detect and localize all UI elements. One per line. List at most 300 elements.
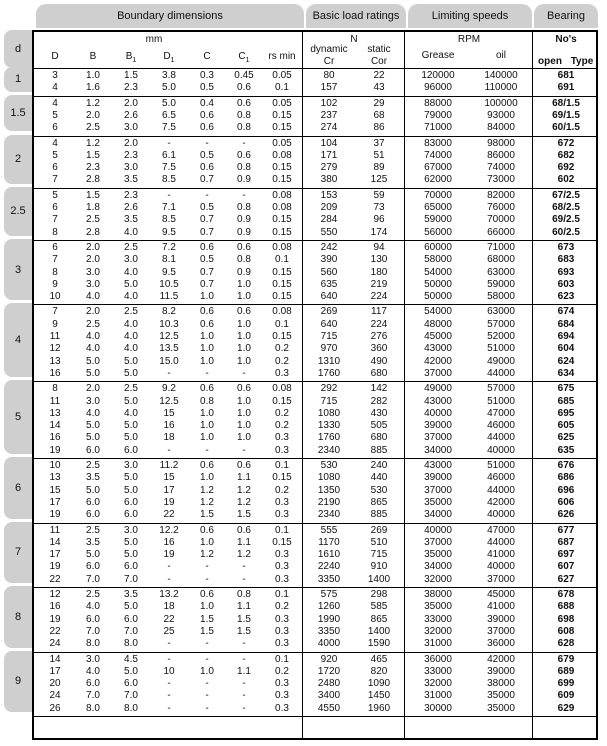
grease-rpm-cell: 71000 xyxy=(424,122,452,134)
grease-rpm-cell: 33000 xyxy=(424,665,452,677)
rs-min-cell: 0.15 xyxy=(272,331,292,342)
static-cor-cell: 1450 xyxy=(367,690,391,702)
bearing-no-cell: 624 xyxy=(557,355,575,367)
chamfer-c-cell: 0.5 xyxy=(200,202,214,213)
col-oil: oil xyxy=(495,50,506,61)
width-b-cell: 6.0 xyxy=(86,678,100,690)
width-b1-cell: 4.0 xyxy=(124,407,138,419)
static-cor-cell: 680 xyxy=(370,432,388,444)
d1-cell: 7.5 xyxy=(162,162,176,174)
d1-cell: - xyxy=(167,702,171,714)
grease-rpm-cell: 35000 xyxy=(424,549,452,561)
bearing-no-cell: 623 xyxy=(557,291,575,303)
static-cor-cell: 125 xyxy=(370,174,388,186)
bearing-no-cell: 695 xyxy=(557,407,575,419)
static-cor-cell: 1960 xyxy=(367,702,391,714)
dynamic-cr-cell: 555 xyxy=(320,524,338,536)
oil-rpm-cell: 41000 xyxy=(487,601,515,613)
group-divider xyxy=(34,523,596,524)
oil-rpm-cell: 57000 xyxy=(487,383,515,395)
grease-rpm-cell: 67000 xyxy=(424,162,452,174)
chamfer-c-cell: - xyxy=(205,367,209,379)
outer-d-cell: 7 xyxy=(52,254,58,266)
rs-min-cell: 0.3 xyxy=(275,432,289,444)
chamfer-c1-cell: - xyxy=(242,444,246,456)
width-b-cell: 5.0 xyxy=(86,355,100,367)
chamfer-c-cell: - xyxy=(205,137,209,149)
dynamic-cr-cell: 1330 xyxy=(317,420,341,432)
rs-min-cell: 0.08 xyxy=(272,202,292,213)
width-b1-cell: 6.0 xyxy=(124,678,138,690)
d1-cell: 11.2 xyxy=(159,460,179,471)
chamfer-c-cell: 0.6 xyxy=(200,109,214,121)
rs-min-cell: 0.15 xyxy=(272,174,292,186)
rs-min-cell: 0.08 xyxy=(272,189,292,201)
d1-cell: 15 xyxy=(163,407,175,419)
d1-cell: 9.5 xyxy=(162,226,176,238)
oil-rpm-cell: 110000 xyxy=(484,82,518,94)
d1-cell: 19 xyxy=(163,549,175,561)
d1-cell: - xyxy=(167,367,171,379)
static-cor-cell: 505 xyxy=(370,420,388,432)
width-b-cell: 3.0 xyxy=(86,266,100,278)
d1-cell: 8.2 xyxy=(162,306,176,318)
outer-d-cell: 9 xyxy=(52,318,58,330)
bearing-no-cell: 609 xyxy=(557,690,575,702)
oil-rpm-cell: 41000 xyxy=(487,549,515,561)
d-group-label: 8 xyxy=(4,586,32,648)
oil-rpm-cell: 42000 xyxy=(487,496,515,508)
rs-min-cell: 0.15 xyxy=(272,122,292,134)
d1-cell: 19 xyxy=(163,496,175,508)
chamfer-c-cell: 1.0 xyxy=(200,601,214,613)
dynamic-cr-cell: 380 xyxy=(320,174,338,186)
rs-min-cell: 0.3 xyxy=(275,625,289,637)
d1-cell: 18 xyxy=(163,432,175,444)
outer-d-cell: 15 xyxy=(49,484,61,496)
rs-min-cell: 0.08 xyxy=(272,383,292,395)
rs-min-cell: 0.08 xyxy=(272,149,292,161)
chamfer-c1-cell: 1.2 xyxy=(237,549,251,561)
chamfer-c-cell: 1.5 xyxy=(200,509,214,521)
width-b1-cell: 7.0 xyxy=(124,690,138,702)
d1-cell: 8.1 xyxy=(162,254,176,266)
width-b1-cell: 7.0 xyxy=(124,625,138,637)
static-cor-cell: 276 xyxy=(370,331,388,342)
width-b1-cell: 8.0 xyxy=(124,638,138,650)
bearing-no-cell: 634 xyxy=(557,367,575,379)
bearing-no-cell: 684 xyxy=(557,318,575,330)
outer-d-cell: 8 xyxy=(52,383,58,395)
header-bearing: Bearing xyxy=(534,4,598,28)
grease-rpm-cell: 54000 xyxy=(424,266,452,278)
static-cor-cell: 269 xyxy=(370,524,388,536)
oil-rpm-cell: 98000 xyxy=(487,137,515,149)
d-column-header: d xyxy=(4,30,32,68)
chamfer-c1-cell: 0.6 xyxy=(237,524,251,536)
width-b-cell: 2.8 xyxy=(86,226,100,238)
chamfer-c1-cell: 0.6 xyxy=(237,82,251,94)
bearing-no-cell: 60/1.5 xyxy=(552,122,580,134)
chamfer-c-cell: 0.4 xyxy=(200,97,214,109)
outer-d-cell: 12 xyxy=(49,589,61,600)
oil-rpm-cell: 68000 xyxy=(487,254,515,266)
chamfer-c-cell: - xyxy=(205,444,209,456)
static-cor-cell: 585 xyxy=(370,601,388,613)
grease-rpm-cell: 40000 xyxy=(424,407,452,419)
outer-d-cell: 19 xyxy=(49,561,61,573)
chamfer-c-cell: 0.6 xyxy=(200,524,214,536)
grease-rpm-cell: 31000 xyxy=(424,638,452,650)
static-cor-cell: 86 xyxy=(373,122,385,134)
bearing-no-cell: 697 xyxy=(557,549,575,561)
bearing-no-cell: 606 xyxy=(557,496,575,508)
bearing-no-cell: 698 xyxy=(557,613,575,625)
grease-rpm-cell: 120000 xyxy=(421,70,455,81)
d-group-label: 4 xyxy=(4,303,32,377)
chamfer-c1-cell: 0.8 xyxy=(237,589,251,600)
outer-d-cell: 14 xyxy=(49,653,61,665)
static-cor-cell: 1590 xyxy=(367,638,391,650)
width-b-cell: 1.8 xyxy=(86,202,100,213)
static-cor-cell: 89 xyxy=(373,162,385,174)
d1-cell: 13.2 xyxy=(159,589,179,600)
d1-cell: 9.2 xyxy=(162,383,176,395)
bearing-no-cell: 679 xyxy=(557,653,575,665)
outer-d-cell: 6 xyxy=(52,202,58,213)
chamfer-c-cell: 0.6 xyxy=(200,241,214,253)
dynamic-cr-cell: 1350 xyxy=(317,484,341,496)
outer-d-cell: 24 xyxy=(49,690,61,702)
dynamic-cr-cell: 2190 xyxy=(317,496,341,508)
width-b-cell: 4.0 xyxy=(86,291,100,303)
oil-rpm-cell: 70000 xyxy=(487,214,515,226)
bearing-no-cell: 69/2.5 xyxy=(552,214,580,226)
chamfer-c-cell: 0.7 xyxy=(200,278,214,290)
width-b-cell: 2.0 xyxy=(86,254,100,266)
rs-min-cell: 0.2 xyxy=(275,601,289,613)
dynamic-cr-cell: 237 xyxy=(320,109,338,121)
static-cor-cell: 68 xyxy=(373,109,385,121)
rs-min-cell: 0.15 xyxy=(272,278,292,290)
static-cor-cell: 130 xyxy=(370,254,388,266)
chamfer-c-cell: 0.6 xyxy=(200,306,214,318)
bearing-no-cell: 677 xyxy=(557,524,575,536)
col-rs-min: rs min xyxy=(268,51,296,62)
chamfer-c1-cell: - xyxy=(242,653,246,665)
chamfer-c1-cell: 1.0 xyxy=(237,407,251,419)
col-d-outer: D xyxy=(51,51,59,62)
dynamic-cr-cell: 269 xyxy=(320,306,338,318)
outer-d-cell: 16 xyxy=(49,432,61,444)
chamfer-c1-cell: 1.0 xyxy=(237,432,251,444)
chamfer-c1-cell: 0.9 xyxy=(237,266,251,278)
grease-rpm-cell: 32000 xyxy=(424,625,452,637)
outer-d-cell: 4 xyxy=(52,97,58,109)
outer-d-cell: 11 xyxy=(49,524,61,536)
rs-min-cell: 0.3 xyxy=(275,702,289,714)
outer-d-cell: 7 xyxy=(52,174,58,186)
d-group-label: 1 xyxy=(4,67,32,92)
static-cor-cell: 174 xyxy=(370,226,388,238)
width-b-cell: 1.0 xyxy=(86,70,100,81)
grease-rpm-cell: 34000 xyxy=(424,561,452,573)
oil-rpm-cell: 84000 xyxy=(487,122,515,134)
outer-d-cell: 8 xyxy=(52,226,58,238)
chamfer-c1-cell: - xyxy=(242,702,246,714)
static-cor-cell: 865 xyxy=(370,613,388,625)
rs-min-cell: 0.3 xyxy=(275,678,289,690)
chamfer-c-cell: 1.0 xyxy=(200,343,214,355)
outer-d-cell: 8 xyxy=(52,266,58,278)
d1-cell: 25 xyxy=(163,625,175,637)
d1-cell: - xyxy=(167,638,171,650)
rs-min-cell: 0.2 xyxy=(275,484,289,496)
dynamic-cr-cell: 2340 xyxy=(317,444,341,456)
rs-min-cell: 0.1 xyxy=(275,82,289,94)
grease-rpm-cell: 74000 xyxy=(424,149,452,161)
chamfer-c-cell: - xyxy=(205,678,209,690)
dynamic-cr-cell: 635 xyxy=(320,278,338,290)
static-cor-cell: 1090 xyxy=(367,678,391,690)
static-cor-cell: 117 xyxy=(371,306,387,318)
oil-rpm-cell: 40000 xyxy=(487,561,515,573)
grease-rpm-cell: 62000 xyxy=(424,174,452,186)
bearing-no-cell: 628 xyxy=(557,638,575,650)
dynamic-cr-cell: 3350 xyxy=(317,625,341,637)
dynamic-cr-cell: 274 xyxy=(320,122,338,134)
width-b-cell: 2.0 xyxy=(86,109,100,121)
width-b1-cell: 6.0 xyxy=(124,496,138,508)
outer-d-cell: 12 xyxy=(49,343,61,355)
outer-d-cell: 9 xyxy=(52,278,58,290)
rs-min-cell: 0.15 xyxy=(272,266,292,278)
width-b-cell: 7.0 xyxy=(86,690,100,702)
outer-d-cell: 11 xyxy=(49,395,61,407)
chamfer-c1-cell: 0.9 xyxy=(237,226,251,238)
oil-rpm-cell: 35000 xyxy=(487,690,515,702)
width-b1-cell: 5.0 xyxy=(124,536,138,548)
outer-d-cell: 7 xyxy=(52,306,58,318)
dynamic-cr-cell: 80 xyxy=(323,70,335,81)
d1-cell: 12.5 xyxy=(159,331,179,342)
oil-rpm-cell: 35000 xyxy=(487,702,515,714)
bearing-no-cell: 603 xyxy=(557,278,575,290)
oil-rpm-cell: 47000 xyxy=(487,524,515,536)
width-b1-cell: 4.5 xyxy=(124,653,138,665)
bearing-no-cell: 673 xyxy=(557,241,575,253)
d1-cell: - xyxy=(167,690,171,702)
width-b-cell: 1.5 xyxy=(86,189,100,201)
rs-min-cell: 0.2 xyxy=(275,665,289,677)
width-b1-cell: 2.3 xyxy=(124,189,138,201)
oil-rpm-cell: 44000 xyxy=(487,367,515,379)
d1-cell: 7.2 xyxy=(162,241,176,253)
bearing-no-cell: 681 xyxy=(557,70,575,81)
chamfer-c-cell: 0.3 xyxy=(200,70,214,81)
oil-rpm-cell: 74000 xyxy=(487,162,515,174)
width-b-cell: 2.5 xyxy=(86,214,100,226)
chamfer-c-cell: 0.7 xyxy=(200,266,214,278)
chamfer-c1-cell: 0.6 xyxy=(237,241,251,253)
outer-d-cell: 22 xyxy=(49,625,61,637)
d1-cell: 5.0 xyxy=(162,82,176,94)
static-cor-cell: 96 xyxy=(373,214,385,226)
chamfer-c1-cell: 1.0 xyxy=(237,278,251,290)
divider-load-speed xyxy=(404,32,405,738)
oil-rpm-cell: 51000 xyxy=(487,343,515,355)
bearing-no-cell: 683 xyxy=(557,254,575,266)
chamfer-c1-cell: - xyxy=(242,678,246,690)
bearing-no-cell: 682 xyxy=(557,149,575,161)
col-dynamic: dynamic xyxy=(310,44,348,55)
chamfer-c-cell: 1.2 xyxy=(200,484,214,496)
header-boundary-dimensions: Boundary dimensions xyxy=(36,4,304,28)
dynamic-cr-cell: 550 xyxy=(320,226,338,238)
bearing-data-table xyxy=(32,30,598,740)
width-b-cell: 3.0 xyxy=(86,278,100,290)
oil-rpm-cell: 36000 xyxy=(487,638,515,650)
width-b1-cell: 3.0 xyxy=(124,254,138,266)
d1-cell: - xyxy=(167,573,171,585)
grease-rpm-cell: 59000 xyxy=(424,214,452,226)
width-b1-cell: 2.5 xyxy=(124,241,138,253)
static-cor-cell: 885 xyxy=(370,509,388,521)
static-cor-cell: 1400 xyxy=(367,625,391,637)
chamfer-c1-cell: 1.0 xyxy=(237,420,251,432)
bearing-no-cell: 608 xyxy=(557,625,575,637)
grease-rpm-cell: 48000 xyxy=(424,318,452,330)
width-b1-cell: 6.0 xyxy=(124,509,138,521)
static-cor-cell: 51 xyxy=(373,149,385,161)
width-b1-cell: 1.5 xyxy=(124,70,138,81)
grease-rpm-cell: 42000 xyxy=(424,355,452,367)
rs-min-cell: 0.1 xyxy=(275,524,289,536)
oil-rpm-cell: 49000 xyxy=(487,355,515,367)
oil-rpm-cell: 44000 xyxy=(487,536,515,548)
dynamic-cr-cell: 1610 xyxy=(317,549,341,561)
dynamic-cr-cell: 1170 xyxy=(318,536,340,548)
rs-min-cell: 0.3 xyxy=(275,444,289,456)
oil-rpm-cell: 82000 xyxy=(487,189,515,201)
group-divider xyxy=(34,381,596,382)
d-group-label: 9 xyxy=(4,651,32,713)
grease-rpm-cell: 43000 xyxy=(424,395,452,407)
oil-rpm-cell: 46000 xyxy=(487,420,515,432)
outer-d-cell: 3 xyxy=(52,70,58,81)
outer-d-cell: 14 xyxy=(49,536,61,548)
dynamic-cr-cell: 715 xyxy=(320,395,338,407)
outer-d-cell: 5 xyxy=(52,149,58,161)
dynamic-cr-cell: 1760 xyxy=(317,432,341,444)
grease-rpm-cell: 32000 xyxy=(424,678,452,690)
outer-d-cell: 19 xyxy=(49,444,61,456)
bearing-no-cell: 696 xyxy=(557,484,575,496)
width-b1-cell: 2.0 xyxy=(124,137,138,149)
chamfer-c1-cell: - xyxy=(242,638,246,650)
rs-min-cell: 0.15 xyxy=(272,395,292,407)
bearing-no-cell: 602 xyxy=(557,174,575,186)
group-divider xyxy=(34,304,596,305)
width-b1-cell: 5.0 xyxy=(124,432,138,444)
bearing-no-cell: 678 xyxy=(557,589,575,600)
d1-cell: 16 xyxy=(163,536,175,548)
width-b1-cell: 4.0 xyxy=(124,291,138,303)
chamfer-c-cell: 0.7 xyxy=(200,226,214,238)
width-b-cell: 3.0 xyxy=(86,653,100,665)
static-cor-cell: 510 xyxy=(370,536,388,548)
d1-cell: - xyxy=(167,137,171,149)
grease-rpm-cell: 35000 xyxy=(424,496,452,508)
chamfer-c1-cell: - xyxy=(242,189,246,201)
width-b-cell: 2.0 xyxy=(86,306,100,318)
grease-rpm-cell: 31000 xyxy=(424,690,452,702)
grease-rpm-cell: 30000 xyxy=(424,702,452,714)
dynamic-cr-cell: 292 xyxy=(320,383,338,395)
width-b-cell: 2.5 xyxy=(86,589,100,600)
rs-min-cell: 0.1 xyxy=(275,460,289,471)
rs-min-cell: 0.2 xyxy=(275,420,289,432)
width-b-cell: 4.0 xyxy=(86,601,100,613)
width-b1-cell: 7.0 xyxy=(124,573,138,585)
rs-min-cell: 0.1 xyxy=(275,254,289,266)
chamfer-c-cell: 1.5 xyxy=(200,613,214,625)
width-b1-cell: 4.0 xyxy=(124,266,138,278)
width-b-cell: 4.0 xyxy=(86,331,100,342)
chamfer-c1-cell: 1.5 xyxy=(237,613,251,625)
grease-rpm-cell: 35000 xyxy=(424,601,452,613)
rs-min-cell: 0.15 xyxy=(272,214,292,226)
group-divider xyxy=(34,96,596,97)
bearing-no-cell: 604 xyxy=(557,343,575,355)
bearing-no-cell: 674 xyxy=(557,306,575,318)
width-b-cell: 7.0 xyxy=(86,573,100,585)
d1-cell: 8.5 xyxy=(162,174,176,186)
static-cor-cell: 465 xyxy=(370,653,388,665)
static-cor-cell: 298 xyxy=(370,589,388,600)
d-group-label: 2 xyxy=(4,135,32,184)
chamfer-c1-cell: 0.6 xyxy=(237,97,251,109)
width-b-cell: 6.0 xyxy=(86,613,100,625)
col-open: open xyxy=(538,56,562,67)
chamfer-c1-cell: 0.8 xyxy=(237,122,251,134)
chamfer-c-cell: 0.5 xyxy=(200,82,214,94)
width-b1-cell: 3.5 xyxy=(124,214,138,226)
bearing-no-cell: 686 xyxy=(557,472,575,484)
chamfer-c-cell: - xyxy=(205,638,209,650)
width-b-cell: 4.0 xyxy=(86,407,100,419)
bearing-no-cell: 627 xyxy=(557,573,575,585)
width-b-cell: 2.8 xyxy=(86,174,100,186)
oil-rpm-cell: 38000 xyxy=(487,678,515,690)
bearing-no-cell: 672 xyxy=(557,137,575,149)
chamfer-c-cell: 0.6 xyxy=(200,162,214,174)
oil-rpm-cell: 100000 xyxy=(484,97,518,109)
static-cor-cell: 680 xyxy=(370,367,388,379)
col-cor: Cor xyxy=(370,56,388,67)
chamfer-c-cell: 1.2 xyxy=(200,549,214,561)
oil-rpm-cell: 58000 xyxy=(487,291,515,303)
group-divider xyxy=(34,188,596,189)
d1-cell: 22 xyxy=(163,509,175,521)
outer-d-cell: 24 xyxy=(49,638,61,650)
oil-rpm-cell: 40000 xyxy=(487,509,515,521)
d1-cell: 7.5 xyxy=(162,122,176,134)
group-divider xyxy=(34,240,596,241)
width-b-cell: 1.5 xyxy=(86,149,100,161)
d1-cell: 16 xyxy=(163,420,175,432)
width-b1-cell: 6.0 xyxy=(124,561,138,573)
